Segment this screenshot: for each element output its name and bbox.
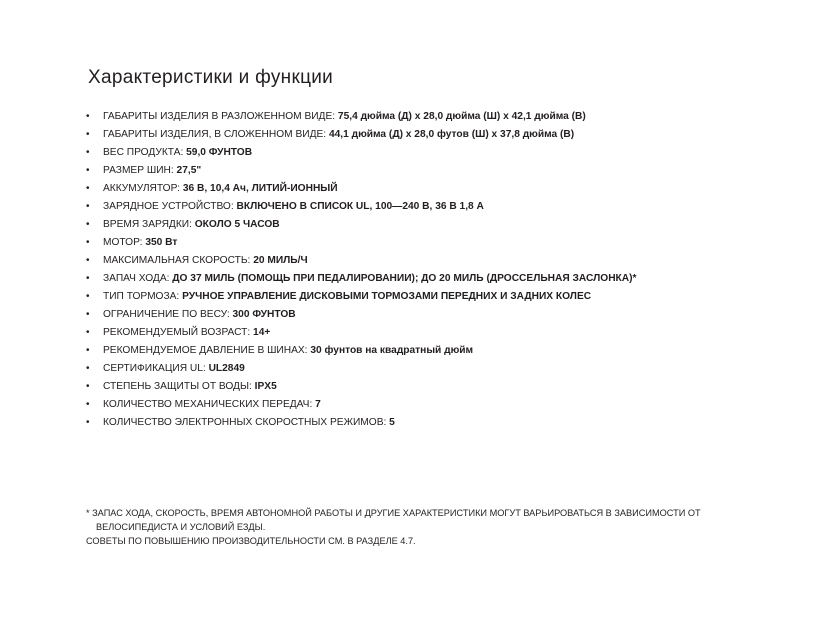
spec-item (86, 396, 637, 414)
spec-item (86, 360, 637, 378)
spec-item (86, 306, 637, 324)
spec-label: РЕКОМЕНДУЕМОЕ ДАВЛЕНИЕ В ШИНАХ: (103, 345, 308, 356)
bullet-icon: • (86, 147, 90, 158)
spec-label: РЕКОМЕНДУЕМЫЙ ВОЗРАСТ: (103, 327, 251, 338)
bullet-icon: • (86, 417, 90, 428)
spec-item (86, 216, 637, 234)
spec-value: UL2849 (205, 363, 245, 374)
spec-value: IPX5 (251, 381, 277, 392)
spec-label: МОТОР: (103, 237, 143, 248)
spec-value: 36 В, 10,4 Ач, ЛИТИЙ-ИОННЫЙ (180, 183, 338, 194)
spec-value: 5 (386, 417, 395, 428)
spec-label: ТИП ТОРМОЗА: (103, 291, 180, 302)
spec-label: КОЛИЧЕСТВО ЭЛЕКТРОННЫХ СКОРОСТНЫХ РЕЖИМОВ: (103, 417, 387, 428)
spec-value: 75,4 дюйма (Д) x 28,0 дюйма (Ш) x 42,1 дюйма (В) (335, 111, 586, 122)
spec-label: МАКСИМАЛЬНАЯ СКОРОСТЬ: (103, 255, 251, 266)
spec-value: ДО 37 МИЛЬ (ПОМОЩЬ ПРИ ПЕДАЛИРОВАНИИ); ДО 20 МИЛЬ (ДРОССЕЛЬНАЯ ЗАСЛОНКА)* (169, 273, 637, 284)
bullet-icon: • (86, 111, 90, 122)
spec-item (86, 270, 637, 288)
bullet-icon: • (86, 345, 90, 356)
spec-item (86, 234, 637, 252)
spec-value: 350 Вт (142, 237, 178, 248)
bullet-icon: • (86, 363, 90, 374)
spec-item (86, 324, 637, 342)
footnote-line: СОВЕТЫ ПО ПОВЫШЕНИЮ ПРОИЗВОДИТЕЛЬНОСТИ СМ. В РАЗДЕЛЕ 4.7. (86, 536, 416, 546)
spec-item (86, 180, 637, 198)
spec-value: ВКЛЮЧЕНО В СПИСОК UL, 100—240 В, 36 В 1,8 А (233, 201, 484, 212)
spec-label: ЗАПАЧ ХОДА: (103, 273, 170, 284)
spec-item (86, 288, 637, 306)
spec-value: ОКОЛО 5 ЧАСОВ (191, 219, 280, 230)
spec-label: РАЗМЕР ШИН: (103, 165, 174, 176)
bullet-icon: • (86, 273, 90, 284)
spec-item (86, 378, 637, 396)
spec-label: ЗАРЯДНОЕ УСТРОЙСТВО: (103, 201, 234, 212)
spec-label: ВРЕМЯ ЗАРЯДКИ: (103, 219, 192, 230)
footnote (86, 506, 726, 548)
spec-label: ВЕС ПРОДУКТА: (103, 147, 184, 158)
spec-label: ГАБАРИТЫ ИЗДЕЛИЯ В РАЗЛОЖЕННОМ ВИДЕ: (103, 111, 336, 122)
spec-value: 30 фунтов на квадратный дюйм (307, 345, 474, 356)
footnote-line: ВЕЛОСИПЕДИСТА И УСЛОВИЙ ЕЗДЫ. (96, 522, 266, 532)
spec-list (86, 108, 637, 432)
spec-value: 44,1 дюйма (Д) x 28,0 футов (Ш) x 37,8 дюйма (В) (326, 129, 575, 140)
spec-label: СЕРТИФИКАЦИЯ UL: (103, 363, 206, 374)
spec-item (86, 414, 637, 432)
bullet-icon: • (86, 201, 90, 212)
spec-value: 300 ФУНТОВ (229, 309, 296, 320)
spec-item (86, 144, 637, 162)
spec-item (86, 252, 637, 270)
spec-item (86, 342, 637, 360)
spec-value: 14+ (250, 327, 271, 338)
spec-value: РУЧНОЕ УПРАВЛЕНИЕ ДИСКОВЫМИ ТОРМОЗАМИ ПЕРЕДНИХ И ЗАДНИХ КОЛЕС (179, 291, 592, 302)
spec-item (86, 108, 637, 126)
spec-label: АККУМУЛЯТОР: (103, 183, 181, 194)
bullet-icon: • (86, 129, 90, 140)
spec-item (86, 162, 637, 180)
bullet-icon: • (86, 237, 90, 248)
spec-item (86, 126, 637, 144)
bullet-icon: • (86, 219, 90, 230)
bullet-icon: • (86, 309, 90, 320)
spec-label: КОЛИЧЕСТВО МЕХАНИЧЕСКИХ ПЕРЕДАЧ: (103, 399, 313, 410)
bullet-icon: • (86, 327, 90, 338)
spec-value: 59,0 ФУНТОВ (183, 147, 253, 158)
spec-label: СТЕПЕНЬ ЗАЩИТЫ ОТ ВОДЫ: (103, 381, 252, 392)
page-title: Характеристики и функции (88, 67, 334, 88)
bullet-icon: • (86, 165, 90, 176)
spec-item (86, 198, 637, 216)
bullet-icon: • (86, 183, 90, 194)
bullet-icon: • (86, 255, 90, 266)
spec-label: ГАБАРИТЫ ИЗДЕЛИЯ, В СЛОЖЕННОМ ВИДЕ: (103, 129, 327, 140)
spec-label: ОГРАНИЧЕНИЕ ПО ВЕСУ: (103, 309, 230, 320)
spec-value: 27,5" (173, 165, 202, 176)
footnote-line: * ЗАПАС ХОДА, СКОРОСТЬ, ВРЕМЯ АВТОНОМНОЙ РАБОТЫ И ДРУГИЕ ХАРАКТЕРИСТИКИ МОГУТ ВАРЬИРОВАТЬСЯ В ЗАВИСИМОСТИ ОТ (86, 508, 701, 518)
bullet-icon: • (86, 399, 90, 410)
spec-value: 20 МИЛЬ/Ч (250, 255, 308, 266)
bullet-icon: • (86, 381, 90, 392)
spec-value: 7 (312, 399, 321, 410)
bullet-icon: • (86, 291, 90, 302)
